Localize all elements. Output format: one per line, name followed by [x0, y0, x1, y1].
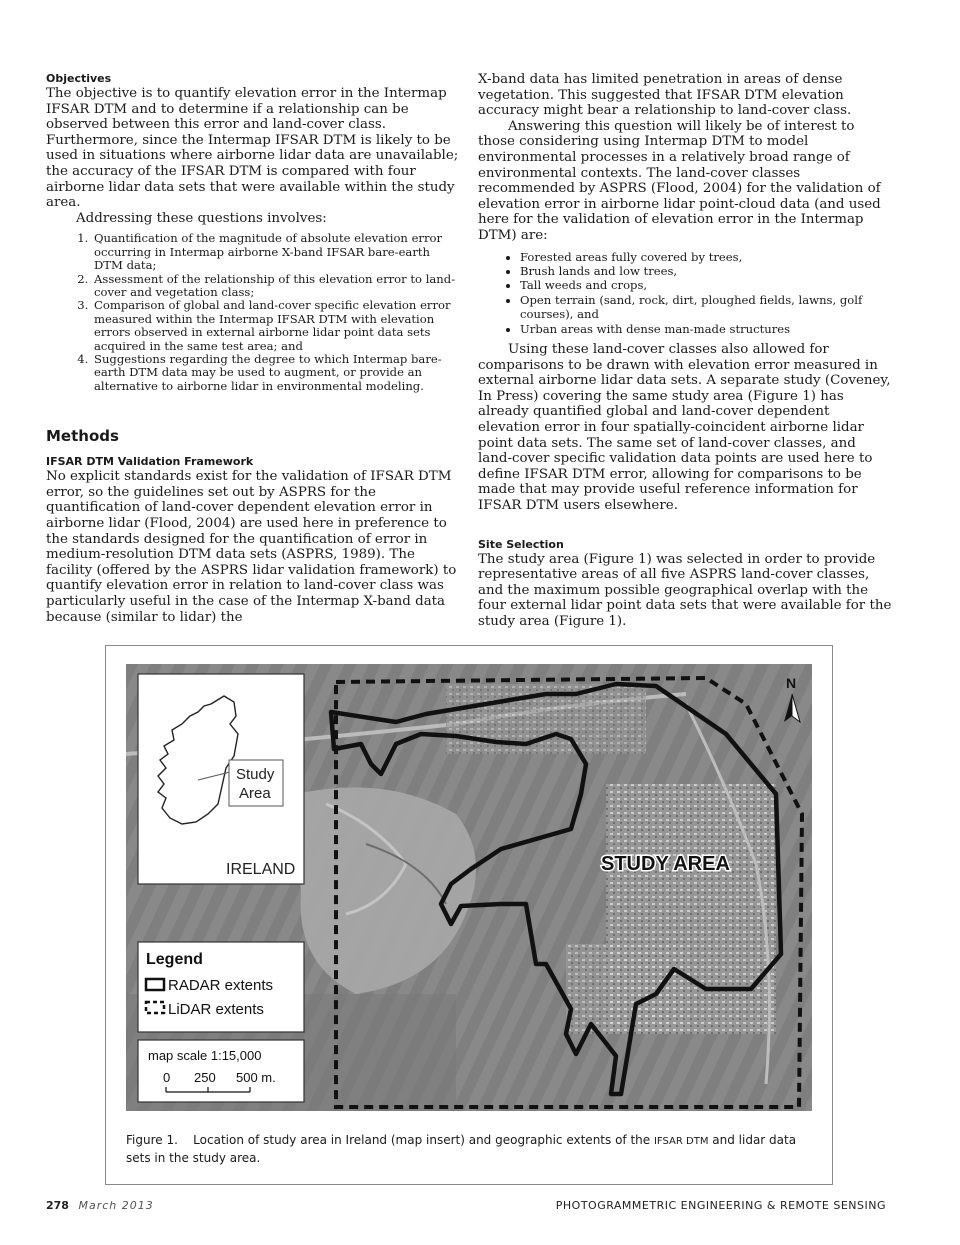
- list-item: • Brush lands and low trees,: [520, 264, 894, 278]
- study-area-map: [126, 664, 812, 1111]
- list-item: • Forested areas fully covered by trees,: [520, 250, 894, 264]
- objectives-heading: Objectives: [46, 72, 112, 85]
- list-item: 4. Suggestions regarding the degree to which Intermap bare-earth DTM data may be used to augment, or provide an alternative to airborne lidar in environmental modeling.: [92, 353, 462, 393]
- scale-text: map scale 1:15,000: [148, 1048, 262, 1063]
- site-selection-heading: Site Selection: [478, 537, 564, 551]
- journal-name: PHOTOGRAMMETRIC ENGINEERING & REMOTE SENSING: [555, 1199, 886, 1212]
- page-number: 278: [46, 1199, 69, 1212]
- objectives-list: [46, 232, 462, 393]
- framework-heading: IFSAR DTM Validation Framework: [46, 455, 254, 469]
- objectives-intro: Addressing these questions involves:: [76, 210, 327, 226]
- legend-radar-label: RADAR extents: [168, 977, 274, 994]
- figure-1: [105, 645, 833, 1185]
- caption-text-2: and lidar data sets in the study area.: [126, 1133, 797, 1165]
- north-label: N: [786, 675, 797, 691]
- legend-title: Legend: [146, 951, 203, 968]
- scale-tick-250: 250: [194, 1070, 216, 1085]
- page-footer-left: [46, 1199, 154, 1212]
- scale-tick-500: 500 m.: [236, 1070, 276, 1085]
- list-item: 2. Assessment of the relationship of this elevation error to land-cover and vegetation class;: [92, 273, 462, 300]
- inset-area-label: Area: [239, 785, 271, 802]
- objectives-paragraph: The objective is to quantify elevation error in the Intermap IFSAR DTM and to determine if a relationship can be observed between this error and land-cover class. Furthermore, since the Intermap IFSAR DTM is likely to be used in situations where airborne lidar data are unavailable; the accuracy of the IFSAR DTM is compared with four airborne lidar data sets that were available within the study area.: [46, 86, 459, 211]
- list-item: 1. Quantification of the magnitude of absolute elevation error occurring in Intermap airborne X-band IFSAR bare-earth DTM data;: [92, 232, 462, 272]
- inset-country-label: IRELAND: [226, 861, 296, 878]
- inset-study-label: Study: [236, 766, 275, 783]
- list-item: 3. Comparison of global and land-cover specific elevation error measured within the Intermap IFSAR DTM with elevation errors observed in external airborne lidar point data sets acquired in the same test area; and: [92, 299, 462, 353]
- caption-ifsar-dtm: IFSAR DTM: [653, 1136, 709, 1147]
- list-item: • Open terrain (sand, rock, dirt, ploughed fields, lawns, golf courses), and: [520, 293, 894, 322]
- landcover-list: [478, 250, 894, 336]
- study-area-label: STUDY AREA: [601, 853, 730, 875]
- figure-caption: [126, 1132, 816, 1166]
- map-scale: [138, 1040, 304, 1102]
- right-paragraph-1: X-band data has limited penetration in areas of dense vegetation. This suggested that IFSAR DTM elevation accuracy might bear a relationship to land-cover class.: [478, 72, 852, 119]
- framework-paragraph: No explicit standards exist for the validation of IFSAR DTM error, so the guidelines set out by ASPRS for the quantification of land-cover dependent elevation error in airborne lidar (Flood, 2004) are used here in preference to the standards designed for the quantification of error in medium-resolution DTM data sets (ASPRS, 1989). The facility (offered by the ASPRS lidar validation framework) to quantify elevation error in relation to land-cover class was particularly useful in the case of the Intermap X-band data because (similar to lidar) the: [46, 469, 457, 625]
- list-item: • Tall weeds and crops,: [520, 278, 894, 292]
- right-paragraph-2: Answering this question will likely be of interest to those considering using Intermap DTM to model environmental processes in a relatively broad range of environmental contexts. The land-cover classes recommended by ASPRS (Flood, 2004) for the validation of elevation error in airborne lidar point-cloud data (and used here for the validation of elevation error in the Intermap DTM) are:: [478, 118, 881, 243]
- ireland-inset-map: [138, 674, 304, 884]
- caption-prefix: Figure 1.: [126, 1133, 178, 1147]
- right-column: [478, 72, 894, 629]
- list-item: • Urban areas with dense man-made structures: [520, 322, 894, 336]
- legend-lidar-label: LiDAR extents: [168, 1001, 264, 1018]
- caption-text-1: Location of study area in Ireland (map insert) and geographic extents of the: [193, 1133, 651, 1147]
- site-selection-paragraph: The study area (Figure 1) was selected in order to provide representative areas of all five ASPRS land-cover classes, and the maximum possible geographical overlap with the four external lidar point data sets that were available for the study area (Figure 1).: [478, 551, 892, 629]
- methods-heading: Methods: [46, 427, 119, 446]
- issue-date: March 2013: [78, 1199, 154, 1212]
- left-column: [46, 72, 462, 625]
- right-paragraph-3: Using these land-cover classes also allowed for comparisons to be drawn with elevation error measured in external airborne lidar data sets. A separate study (Coveney, In Press) covering the same study area (Figure 1) has already quantified global and land-cover dependent elevation error in four spatially-coincident airborne lidar point data sets. The same set of land-cover classes, and land-cover specific validation data points are used here to define IFSAR DTM error, allowing for comparisons to be made that may provide useful reference information for IFSAR DTM users elsewhere.: [478, 341, 891, 513]
- scale-tick-0: 0: [163, 1070, 171, 1085]
- map-legend: [138, 942, 304, 1032]
